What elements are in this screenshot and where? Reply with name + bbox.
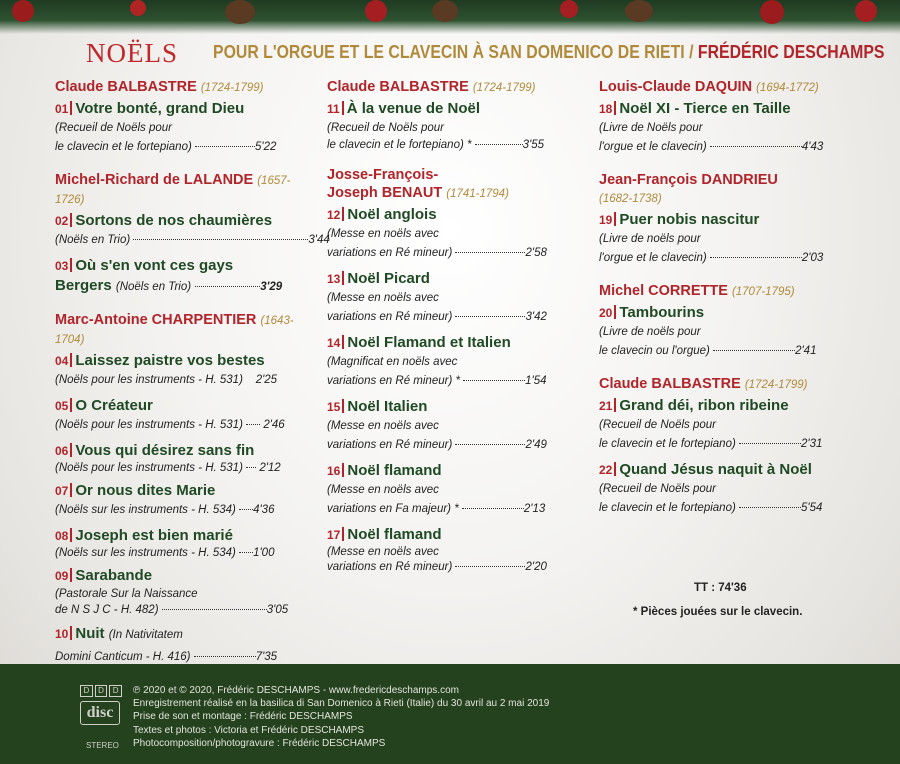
credit-line: Enregistrement réalisé en la basilica di San Domenico à Rieti (Italie) du 30 avril au 2 mai 2019	[133, 698, 550, 710]
composer-heading: Michel CORRETTE (1707-1795)	[599, 283, 795, 299]
track-title: Noël anglois	[347, 206, 437, 223]
track-duration: 3'42	[525, 311, 547, 323]
ddd-icon: D D D	[80, 685, 122, 697]
track-title: Sortons de nos chaumières	[75, 212, 273, 229]
track-title: Noël XI - Tierce en Taille	[619, 100, 791, 117]
title-separator: /	[689, 42, 694, 62]
track-duration: 4'43	[801, 141, 824, 153]
track-title: Noël flamand	[347, 526, 442, 543]
compact-disc-logo	[80, 685, 122, 725]
track-item: 12 Noël anglois (Messe en noëls avec variations en Ré mineur) 2'58	[327, 206, 547, 259]
track-title: Noël Italien	[347, 398, 428, 415]
track-title: Noël Flamand et Italien	[347, 334, 511, 351]
track-title: Nuit	[75, 625, 105, 642]
composer-heading: Claude BALBASTRE (1724-1799)	[327, 79, 536, 95]
track-item: 09 Sarabande (Pastorale Sur la Naissance de N S J C - H. 482) 3'05	[55, 567, 289, 616]
track-number: 01	[55, 102, 69, 116]
composer-heading: Marc-Antoine CHARPENTIER (1643-1704)	[55, 312, 294, 346]
track-duration: 5'22	[255, 141, 277, 153]
track-duration: 2'25	[255, 374, 278, 386]
credits	[133, 684, 549, 750]
track-item: 07 Or nous dites Marie (Noëls sur les instruments - H. 534) 4'36	[55, 482, 275, 516]
credit-line: Prise de son et montage : Frédéric DESCHAMPS	[133, 711, 353, 723]
ornament-decoration	[560, 0, 578, 18]
tracklist-column-3	[599, 78, 849, 524]
track-duration: 2'49	[525, 439, 547, 451]
track-duration: 3'55	[522, 139, 545, 151]
track-duration: 2'58	[525, 247, 547, 259]
track-item: 10 Nuit (In Nativitatem Domini Canticum - H. 416) 7'35	[55, 625, 278, 663]
track-duration: 2'12	[259, 462, 281, 474]
track-item: 17 Noël flamand (Messe en noëls avec variations en Ré mineur) 2'20	[327, 526, 547, 573]
ornament-decoration	[12, 0, 34, 22]
credit-line: ℗ 2020 et © 2020, Frédéric DESCHAMPS - www.fredericdeschamps.com	[133, 685, 459, 696]
stereo-label: STEREO	[86, 741, 119, 750]
track-title: Tambourins	[619, 304, 705, 321]
track-title: Noël flamand	[347, 462, 442, 479]
track-item: 01 Votre bonté, grand Dieu (Recueil de Noëls pour le clavecin et le fortepiano) 5'22	[55, 99, 305, 157]
album-subtitle: POUR L'ORGUE ET LE CLAVECIN À SAN DOMENICO DE RIETI	[213, 42, 685, 62]
track-title: À la venue de Noël	[346, 100, 481, 117]
track-duration: 5'54	[801, 502, 823, 514]
track-title: Quand Jésus naquit à Noël	[619, 461, 812, 478]
track-title: Puer nobis nascitur	[619, 211, 760, 228]
pinecone-decoration	[225, 0, 255, 24]
track-duration: 3'44	[308, 234, 330, 246]
track-item: 11 À la venue de Noël (Recueil de Noëls pour le clavecin et le fortepiano) * 3'55	[327, 100, 545, 151]
ornament-decoration	[130, 0, 146, 16]
ornament-decoration	[365, 0, 387, 22]
track-item: 05 O Créateur (Noëls pour les instruments - H. 531) 2'46	[55, 397, 285, 431]
track-duration: 2'20	[525, 561, 547, 573]
track-duration: 7'35	[255, 651, 278, 663]
track-duration: 2'31	[801, 438, 823, 450]
track-duration: 2'03	[801, 252, 824, 264]
track-title: Vous qui désirez sans fin	[75, 442, 255, 459]
harpsichord-note: * Pièces jouées sur le clavecin.	[633, 606, 803, 618]
album-title	[213, 42, 884, 63]
composer-heading: Michel-Richard de LALANDE (1657-1726)	[55, 172, 291, 206]
composer-heading: Claude BALBASTRE (1724-1799)	[599, 376, 808, 392]
track-item: 14 Noël Flamand et Italien (Magnificat en noëls avec variations en Ré mineur) * 1'54	[327, 334, 547, 387]
ornament-decoration	[855, 0, 877, 22]
track-duration: 2'13	[523, 503, 546, 515]
track-item: 18 Noël XI - Tierce en Taille (Livre de Noëls pour l'orgue et le clavecin) 4'43	[599, 100, 824, 153]
composer-heading: Jean-François DANDRIEU (1682-1738)	[599, 172, 778, 205]
track-item: 19 Puer nobis nascitur (Livre de noëls pour l'orgue et le clavecin) 2'03	[599, 211, 824, 264]
track-item: 22 Quand Jésus naquit à Noël (Recueil de Noëls pour le clavecin et le fortepiano) 5'54	[599, 461, 823, 514]
track-duration: 1'00	[253, 547, 275, 559]
noels-logo: NOËLS	[86, 38, 178, 68]
track-title: Grand déi, ribon ribeine	[619, 397, 789, 414]
header	[86, 38, 886, 68]
credit-line: Textes et photos : Victoria et Frédéric DESCHAMPS	[133, 724, 365, 736]
track-title: Noël Picard	[347, 270, 430, 287]
track-item: 21 Grand déi, ribon ribeine (Recueil de Noëls pour le clavecin et le fortepiano) 2'31	[599, 397, 823, 450]
track-duration: 3'05	[266, 604, 289, 616]
credit-line: Photocomposition/photogravure : Frédéric DESCHAMPS	[133, 737, 386, 749]
track-item: 02 Sortons de nos chaumières (Noëls en Trio) 3'44	[55, 212, 330, 246]
track-item: 06 Vous qui désirez sans fin (Noëls pour les instruments - H. 531) 2'12	[55, 442, 281, 474]
disc-icon: disc	[80, 701, 120, 725]
track-item: 04 Laissez paistre vos bestes (Noëls pour les instruments - H. 531) 2'25	[55, 352, 278, 386]
track-title: Joseph est bien marié	[75, 527, 233, 544]
tracklist-column-1	[55, 78, 330, 675]
ornament-decoration	[760, 0, 784, 24]
track-item: 16 Noël flamand (Messe en noëls avec variations en Fa majeur) * 2'13	[327, 462, 546, 515]
track-item: 03 Où s'en vont ces gays Bergers (Noëls en Trio) 3'29	[55, 257, 283, 294]
track-source: (Recueil de Noëls pour	[55, 122, 172, 134]
track-title: Sarabande	[75, 567, 153, 584]
composer-heading: Claude BALBASTRE (1724-1799)	[55, 79, 264, 95]
tracklist-column-2	[327, 78, 587, 581]
track-duration: 1'54	[525, 375, 547, 387]
track-item: 20 Tambourins (Livre de noëls pour le clavecin ou l'orgue) 2'41	[599, 304, 817, 357]
track-title: Laissez paistre vos bestes	[75, 352, 265, 369]
track-duration: 3'29	[260, 281, 283, 293]
track-duration: 4'36	[253, 504, 275, 516]
track-duration: 2'46	[263, 419, 285, 431]
composer-heading: Josse-François- Joseph BENAUT (1741-1794)	[327, 167, 509, 201]
track-title: Votre bonté, grand Dieu	[75, 100, 245, 117]
total-time: TT : 74'36	[694, 582, 747, 594]
track-item: 13 Noël Picard (Messe en noëls avec variations en Ré mineur) 3'42	[327, 270, 547, 323]
composer-heading: Louis-Claude DAQUIN (1694-1772)	[599, 79, 819, 95]
track-item: 15 Noël Italien (Messe en noëls avec variations en Ré mineur) 2'49	[327, 398, 547, 451]
pinecone-decoration	[625, 0, 653, 22]
track-title: O Créateur	[75, 397, 153, 414]
performer-name: FRÉDÉRIC DESCHAMPS	[697, 42, 885, 62]
pinecone-decoration	[432, 0, 458, 22]
track-item: 08 Joseph est bien marié (Noëls sur les instruments - H. 534) 1'00	[55, 527, 275, 559]
track-duration: 2'41	[795, 345, 817, 357]
track-title: Où s'en vont ces gays	[75, 257, 234, 274]
track-title: Or nous dites Marie	[75, 482, 216, 499]
